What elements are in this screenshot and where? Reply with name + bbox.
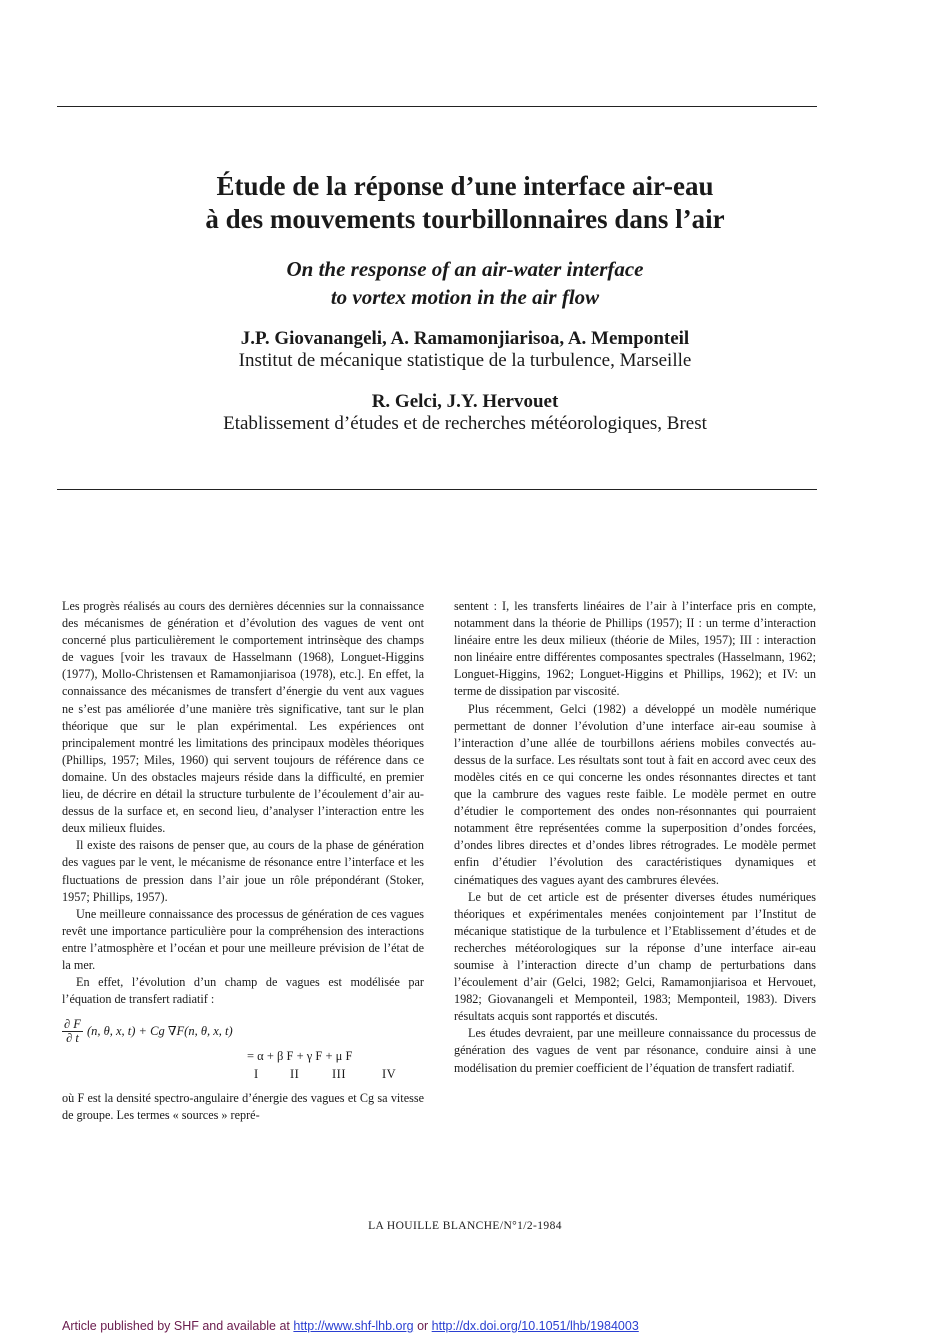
right-column <box>454 598 816 1077</box>
affiliation-1: Institut de mécanique statistique de la turbulence, Marseille <box>238 350 692 371</box>
article-title <box>0 170 930 236</box>
paragraph: Plus récemment, Gelci (1982) a développé un modèle numérique permettant de donner l’évolution d’une interface air-eau soumise à l’interaction d’une allée de tourbillons aériens mobiles convectés au-dessus de la surface. Les résultats sont tout à fait en accord avec ceux des modèles cités en ce qui concerne les ondes résonnantes directes et tant que la cambrure des vagues reste faible. Le modèle permet en outre d’étudier le comportement des ondes non-résonnantes qui pourraient notamment être représentées comme la superposition d’ondes forcées, d’ondes libres directes et d’ondes libres rétrogrades. Le modèle permet enfin d’étudier l’évolution des caractéristiques dynamiques et cinématiques des vagues ayant des cambrures élevées. <box>454 701 816 887</box>
paragraph: Il existe des raisons de penser que, au cours de la phase de génération des vagues par le vent, le mécanisme de résonance entre l’interface et les fluctuations de pression dans l’air joue un rôle prépondérant (Stoker, 1957; Phillips, 1957). <box>62 838 424 904</box>
publication-middle: or <box>413 1319 432 1333</box>
partial-numerator: ∂ F <box>64 1016 81 1031</box>
title-line-1: Étude de la réponse d’une interface air-eau <box>216 171 714 201</box>
term-label: II <box>290 1067 300 1082</box>
paragraph: Les études devraient, par une meilleure connaissance du processus de génération des vagues de vent par résonance, conduire ainsi à une modélisation du premier coefficient de l’équation de transfert radiatif. <box>454 1026 816 1075</box>
equation-rhs: = α + β F + γ F + μ F <box>247 1049 353 1064</box>
term-label: IV <box>382 1067 397 1082</box>
partial-denominator: ∂ t <box>66 1030 79 1045</box>
article-subtitle <box>0 255 930 311</box>
title-line-2: à des mouvements tourbillonnaires dans l’air <box>205 204 725 234</box>
subtitle-line-2: to vortex motion in the air flow <box>330 285 600 309</box>
left-column <box>62 598 424 1124</box>
paragraph: En effet, l’évolution d’un champ de vagues est modélisée par l’équation de transfert radiatif : <box>62 975 424 1007</box>
subtitle-line-1: On the response of an air-water interface <box>286 257 644 281</box>
affiliation-2: Etablissement d’études et de recherches météorologiques, Brest <box>223 413 707 434</box>
shf-lhb-link[interactable]: http://www.shf-lhb.org <box>293 1319 414 1333</box>
header-rule-top <box>57 106 817 107</box>
paragraph: Le but de cet article est de présenter diverses études numériques théoriques et expérimentales menées conjointement par l’Institut de mécanique statistique de la turbulence et l’Etablissement d’études et de recherches météorologiques sur la réponse d’une interface air-eau soumise à l’interaction directe d’un champ de perturbations dans l’écoulement d’air (Gelci, 1982; Gelci, Ramamonjiarisoa et Hervouet, 1982; Giovanangeli et Memponteil, 1983; Memponteil, 1983). Divers résultats acquis sont rapportés et discutés. <box>454 889 816 1024</box>
term-label: III <box>332 1067 346 1082</box>
authors-group-2: R. Gelci, J.Y. Hervouet <box>371 391 559 412</box>
paragraph: où F est la densité spectro-angulaire d’énergie des vagues et Cg sa vitesse de groupe. Les termes « sources » repré- <box>62 1091 424 1123</box>
equation-term-labels <box>62 1066 424 1084</box>
partial-derivative <box>62 1018 83 1045</box>
header-rule-bottom <box>57 489 817 490</box>
radiative-transfer-equation <box>62 1014 424 1084</box>
authors-group-1: J.P. Giovanangeli, A. Ramamonjiarisoa, A. Memponteil <box>240 328 690 349</box>
journal-footer: LA HOUILLE BLANCHE/N°1/2-1984 <box>368 1220 562 1232</box>
publication-notice <box>62 1319 639 1333</box>
paragraph: sentent : I, les transferts linéaires de l’air à l’interface pris en compte, notamment dans la théorie de Phillips (1957); II : un terme d’interaction linéaire entre les deux milieux (théorie de Miles, 1957); III : interaction non linéaire entre différentes composantes spectrales (Hasselmann, 1962; Longuet-Higgins, 1962; Longuet-Higgins et Phillips, 1962); et IV: un terme de dissipation par viscosité. <box>454 599 816 699</box>
equation-lhs <box>62 1014 424 1048</box>
equation-lhs-terms: (n, θ, x, t) + Cg ∇F(n, θ, x, t) <box>86 1023 233 1038</box>
publication-prefix: Article published by SHF and available at <box>62 1319 294 1333</box>
doi-link[interactable]: http://dx.doi.org/10.1051/lhb/1984003 <box>431 1319 639 1333</box>
term-label: I <box>254 1067 259 1082</box>
paragraph: Une meilleure connaissance des processus de génération de ces vagues revêt une importance particulière pour la compréhension des interactions entre l’atmosphère et l’océan et pour une meilleure prévision de l’état de la mer. <box>62 906 424 972</box>
paragraph: Les progrès réalisés au cours des dernières décennies sur la connaissance des mécanismes de génération et d’évolution des vagues de vent ont concerné plus particulièrement le comportement intrinsèque des champs de vagues [voir les travaux de Hasselmann (1968), Longuet-Higgins (1977), Mollo-Christensen et Ramamonjiarisoa (1978), etc.]. En effet, la connaissance des mécanismes de transfert d’énergie du vent aux vagues ne s’est pas améliorée d’une manière très significative, tant sur le plan théorique que sur le plan expérimental. Les expériences ont principalement montré les limitations des principaux modèles théoriques (Phillips, 1957; Miles, 1960) qui servent toujours de référence dans ce domaine. Un des obstacles majeurs réside dans la difficulté, en premier lieu, de décrire en détail la structure turbulente de l’écoulement d’air au-dessus de la surface et, en second lieu, d’analyser l’interaction entre les deux milieux fluides. <box>62 599 424 836</box>
